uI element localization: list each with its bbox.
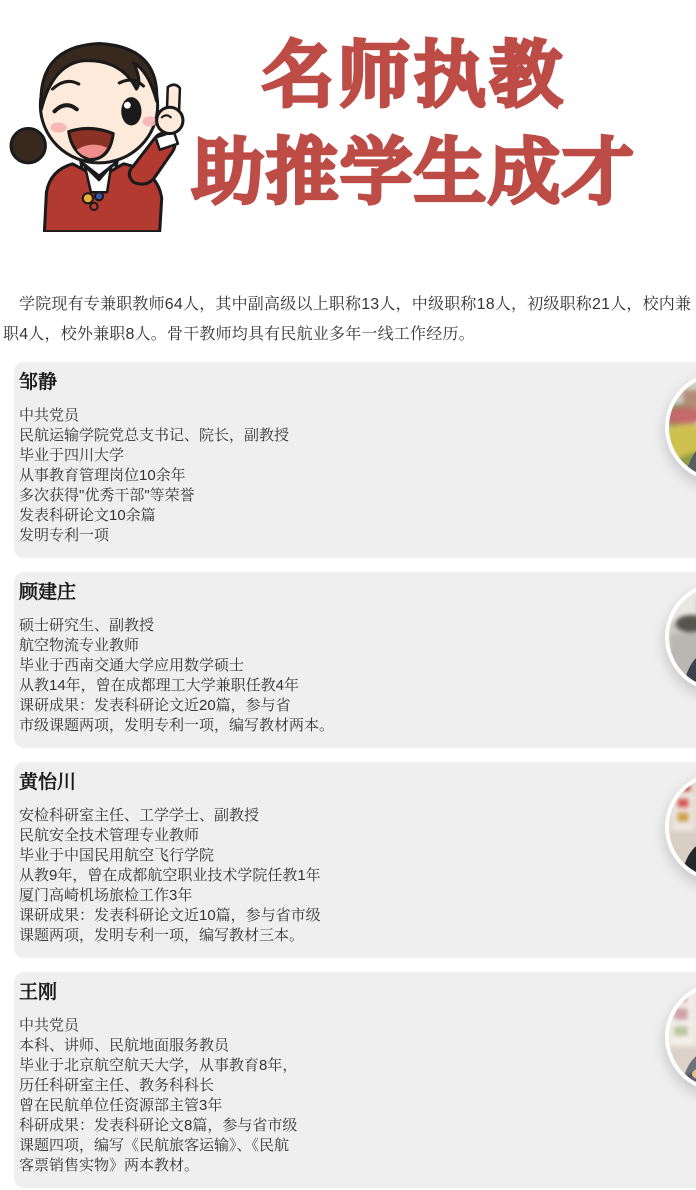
page-header — [0, 0, 696, 252]
bio-line: 曾在民航单位任资源部主管3年 — [19, 1097, 223, 1114]
bio-line: 课题四项，编写《民航旅客运输》、《民航 — [19, 1137, 290, 1154]
teacher-photo — [669, 986, 696, 1088]
teacher-name: 邹静 — [19, 372, 58, 393]
teacher-avatar — [665, 582, 696, 692]
bio-line: 本科、讲师、民航地面服务教员 — [19, 1037, 230, 1054]
bio-line: 课题两项，发明专利一项，编写教材三本。 — [19, 927, 305, 944]
teacher-photo — [669, 776, 696, 878]
bio-line: 毕业于四川大学 — [19, 447, 125, 464]
teacher-card-list — [0, 362, 696, 1188]
teacher-name: 王刚 — [19, 982, 58, 1003]
teacher-card-gujianzhuang — [14, 572, 696, 748]
teacher-avatar — [665, 372, 696, 482]
teacher-photo — [669, 376, 696, 478]
teacher-card-wanggang — [14, 972, 696, 1188]
page-title — [158, 34, 670, 215]
bio-line: 中共党员 — [19, 407, 80, 424]
bio-line: 民航运输学院党总支书记、院长，副教授 — [19, 427, 290, 444]
bio-line: 发明专利一项 — [19, 527, 110, 544]
bio-line: 硕士研究生、副教授 — [19, 617, 155, 634]
teacher-bio — [19, 616, 626, 736]
bio-line: 客票销售实物》两本教材。 — [19, 1157, 200, 1174]
bio-line: 民航安全技术管理专业教师 — [19, 827, 200, 844]
bio-line: 厦门高崎机场旅检工作3年 — [19, 887, 193, 904]
bio-line: 安检科研室主任、工学学士、副教授 — [19, 807, 260, 824]
teacher-bio — [19, 1016, 626, 1176]
teacher-card-zoujing — [14, 362, 696, 558]
intro-paragraph: 学院现有专兼职教师64人，其中副高级以上职称13人，中级职称18人，初级职称21人，校内兼职4人，校外兼职8人。骨干教师均具有民航业多年一线工作经历。 — [3, 296, 692, 343]
bio-line: 中共党员 — [19, 1017, 80, 1034]
bio-line: 毕业于西南交通大学应用数学硕士 — [19, 657, 245, 674]
page-title-line2: 助推学生成才 — [191, 133, 636, 213]
bio-line: 从教14年，曾在成都理工大学兼职任教4年 — [19, 677, 300, 694]
teacher-bio — [19, 406, 626, 546]
bio-line: 从教9年，曾在成都航空职业技术学院任教1年 — [19, 867, 321, 884]
bio-line: 航空物流专业教师 — [19, 637, 140, 654]
teacher-bio — [19, 806, 626, 946]
teacher-avatar — [665, 772, 696, 882]
teacher-avatar — [665, 982, 696, 1092]
teacher-name: 顾建庄 — [19, 582, 77, 603]
page-title-line1: 名师执教 — [261, 36, 566, 116]
bio-line: 历任科研室主任、教务科科长 — [19, 1077, 215, 1094]
bio-line: 多次获得"优秀干部"等荣誉 — [19, 487, 195, 504]
bio-line: 毕业于北京航空航天大学，从事教育8年， — [19, 1057, 298, 1074]
teacher-card-huangyichuan — [14, 762, 696, 958]
bio-line: 课研成果：发表科研论文近20篇，参与省 — [19, 697, 291, 714]
bio-line: 发表科研论文10余篇 — [19, 507, 156, 524]
bio-line: 从事教育管理岗位10余年 — [19, 467, 186, 484]
bio-line: 市级课题两项，发明专利一项，编写教材两本。 — [19, 717, 335, 734]
bio-line: 课研成果：发表科研论文近10篇，参与省市级 — [19, 907, 321, 924]
bio-line: 科研成果：发表科研论文8篇，参与省市级 — [19, 1117, 298, 1134]
teacher-name: 黄怡川 — [19, 772, 77, 793]
bio-line: 毕业于中国民用航空飞行学院 — [19, 847, 215, 864]
teacher-photo — [669, 586, 696, 688]
